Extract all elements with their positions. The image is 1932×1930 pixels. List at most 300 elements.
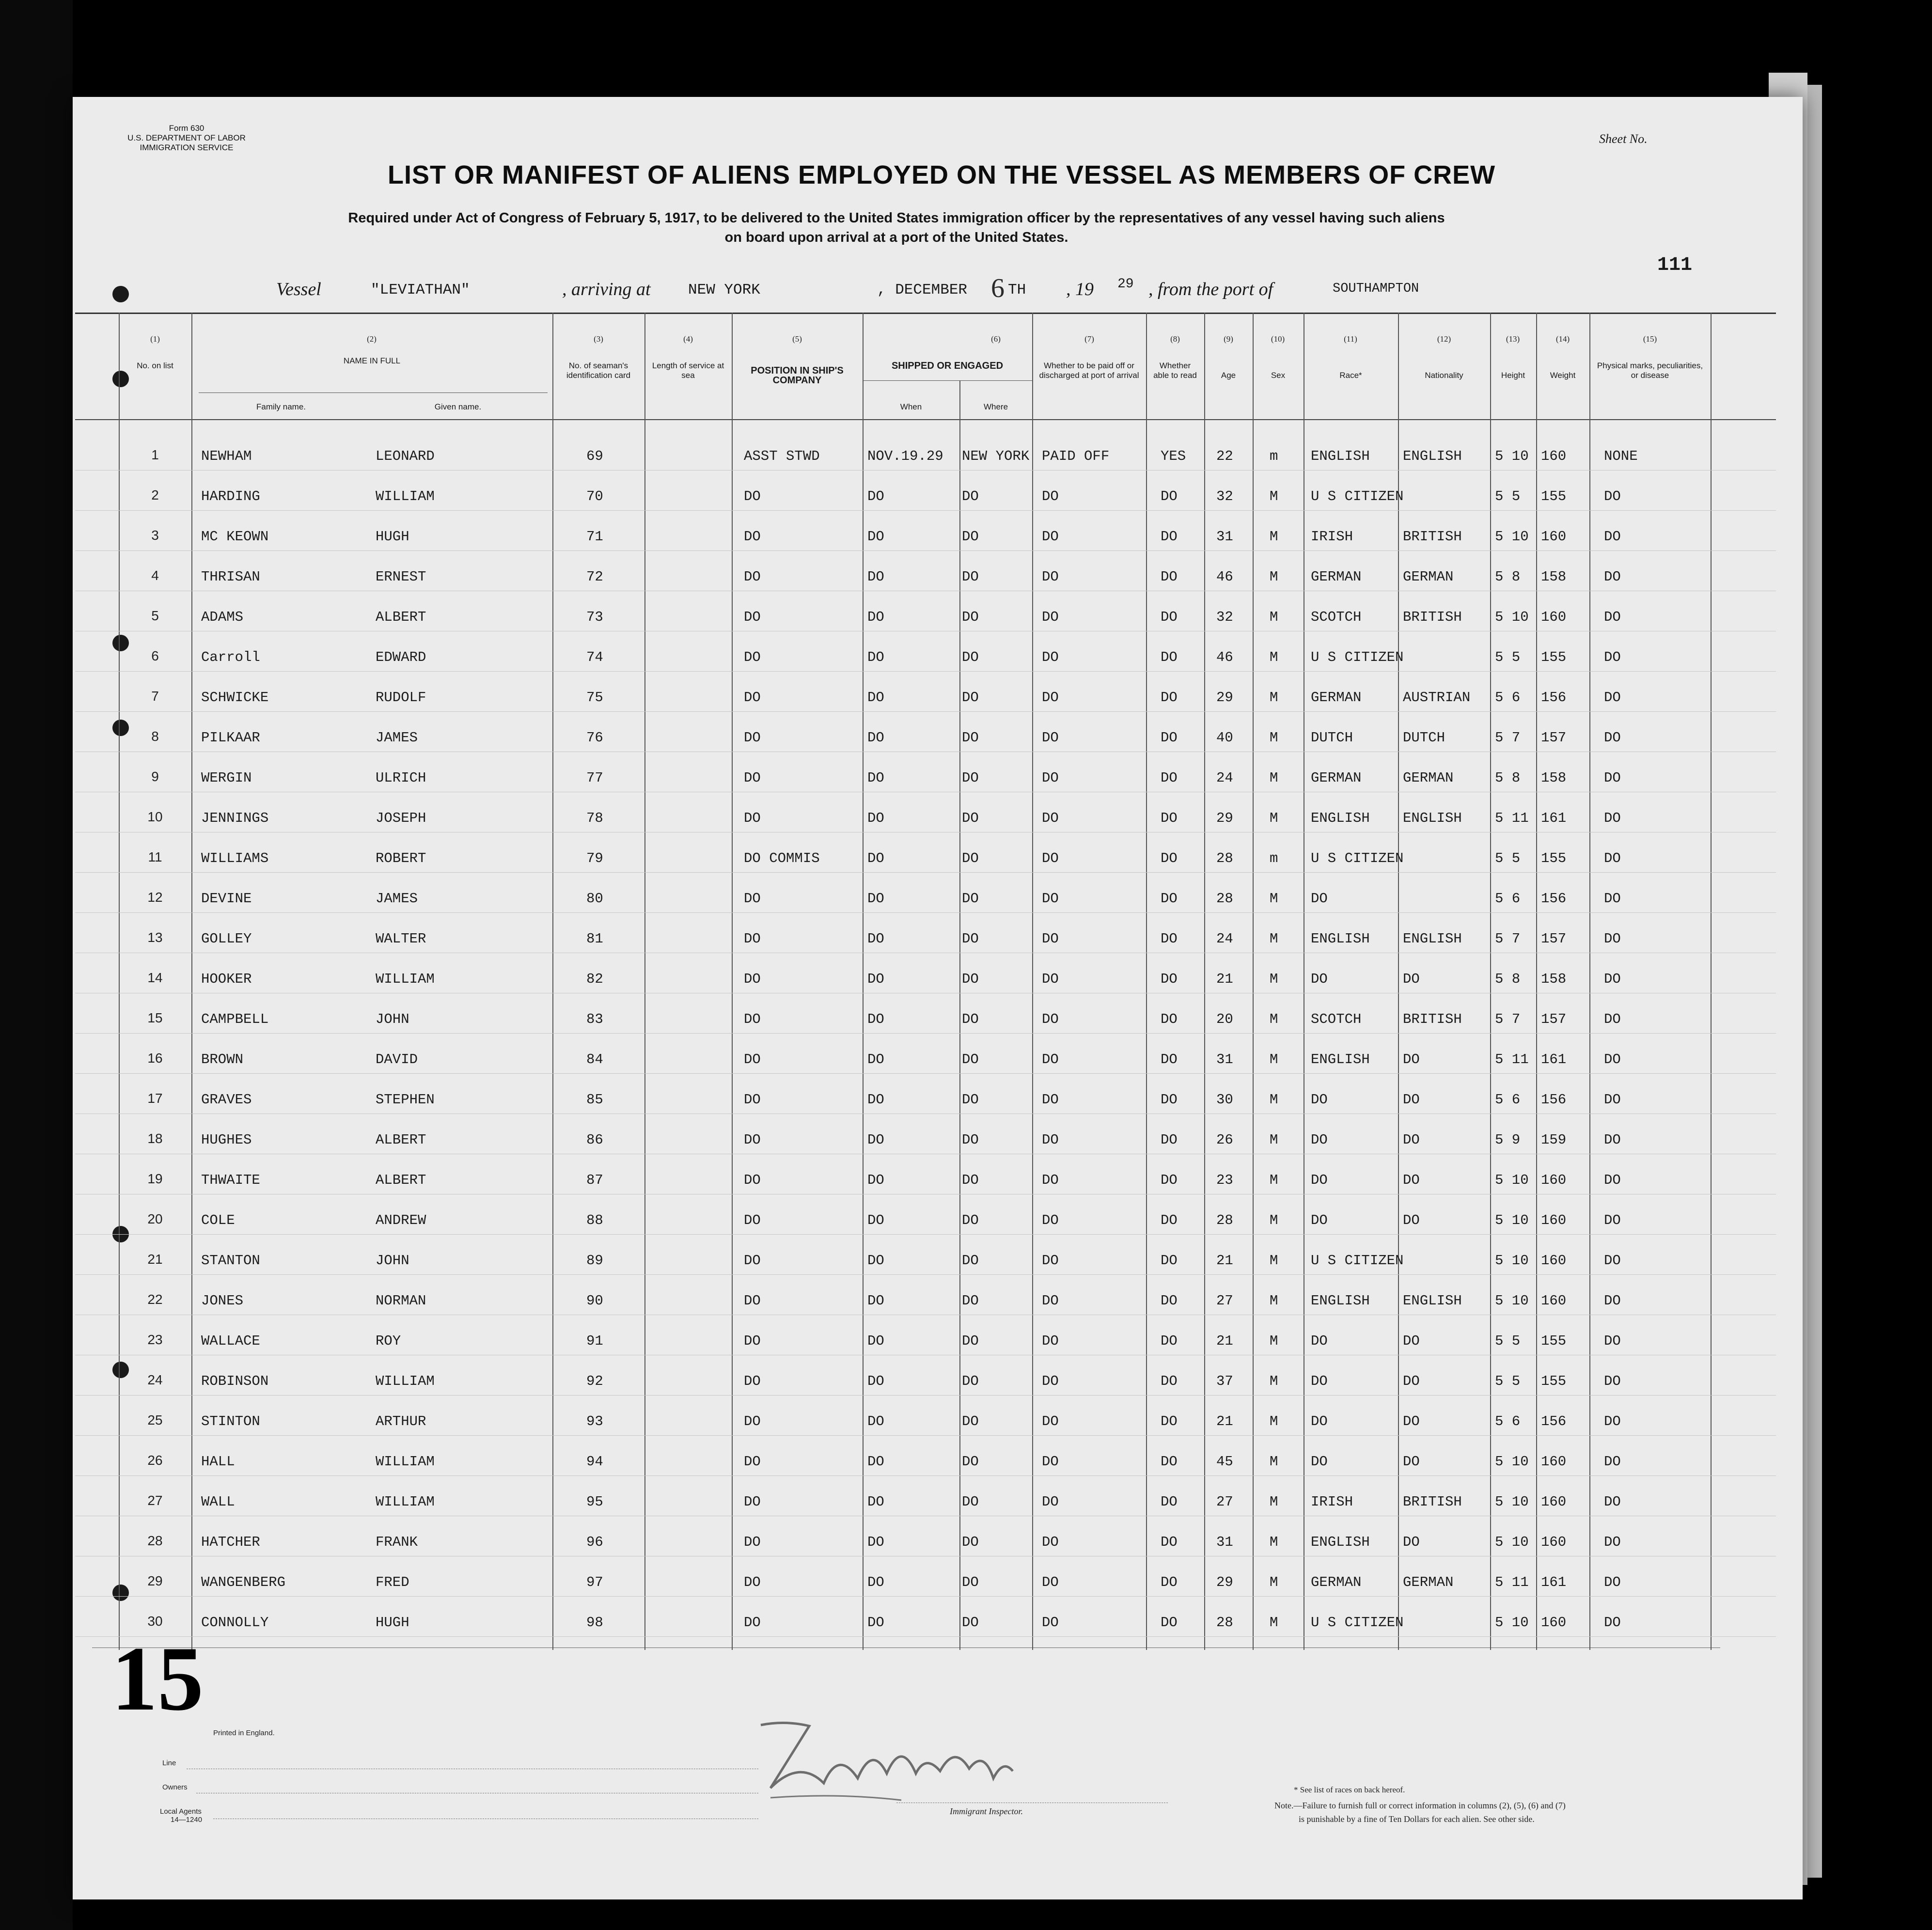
sex-cell: M [1270, 931, 1278, 947]
paid-off-cell: DO [1042, 1172, 1059, 1188]
position-cell: DO [744, 1373, 761, 1389]
when-cell: DO [867, 1534, 884, 1550]
age-cell: 21 [1216, 1413, 1233, 1429]
height-cell: 5 6 [1495, 1092, 1521, 1108]
able-to-read-cell: DO [1161, 730, 1178, 746]
age-cell: 20 [1216, 1011, 1233, 1027]
local-agents [160, 1807, 202, 1824]
nationality-cell: DO [1403, 1373, 1420, 1389]
age-cell: 27 [1216, 1293, 1233, 1309]
nationality-cell: DO [1403, 1534, 1420, 1550]
position-cell: DO [744, 1494, 761, 1510]
race-cell: DO [1311, 1333, 1328, 1349]
punch-hole-icon [112, 720, 129, 736]
able-to-read-cell: DO [1161, 1413, 1178, 1429]
position-cell: DO [744, 569, 761, 585]
position-cell: DO [744, 730, 761, 746]
able-to-read-cell: DO [1161, 1092, 1178, 1108]
where-cell: DO [962, 931, 979, 947]
sex-cell: M [1270, 770, 1278, 786]
when-cell: DO [867, 1615, 884, 1631]
physical-marks-cell: DO [1604, 1092, 1621, 1108]
nationality-cell: ENGLISH [1403, 448, 1462, 464]
race-cell: DUTCH [1311, 730, 1353, 746]
sex-cell: M [1270, 1172, 1278, 1188]
height-cell: 5 5 [1495, 1373, 1521, 1389]
race-cell: DO [1311, 1132, 1328, 1148]
race-note: * See list of races on back hereof. [1294, 1785, 1405, 1794]
given-name-cell: JOHN [376, 1011, 409, 1027]
weight-cell: 160 [1541, 609, 1567, 625]
from-port-label: , from the port of [1148, 279, 1273, 299]
arrival-month: , DECEMBER [877, 282, 968, 298]
position-cell: DO [744, 1253, 761, 1269]
id-card-cell: 74 [586, 649, 603, 665]
given-name-cell: ERNEST [376, 569, 426, 585]
header-weight: Weight [1550, 371, 1576, 380]
form-identifier [111, 124, 262, 153]
id-card-cell: 96 [586, 1534, 603, 1550]
paid-off-cell: DO [1042, 1534, 1059, 1550]
sex-cell: M [1270, 609, 1278, 625]
race-cell: U S CITIZEN [1311, 1253, 1404, 1269]
id-card-cell: 85 [586, 1092, 603, 1108]
physical-marks-cell: DO [1604, 1413, 1621, 1429]
physical-marks-cell: DO [1604, 850, 1621, 866]
able-to-read-cell: DO [1161, 649, 1178, 665]
when-cell: DO [867, 1494, 884, 1510]
header-bottom-rule [75, 419, 1776, 420]
row-number: 7 [151, 689, 159, 704]
given-name-cell: ALBERT [376, 1132, 426, 1148]
age-cell: 27 [1216, 1494, 1233, 1510]
physical-marks-cell: DO [1604, 891, 1621, 907]
height-cell: 5 7 [1495, 1011, 1521, 1027]
where-cell: DO [962, 1534, 979, 1550]
able-to-read-cell: DO [1161, 1333, 1178, 1349]
id-card-cell: 93 [586, 1413, 603, 1429]
height-cell: 5 6 [1495, 1413, 1521, 1429]
age-cell: 46 [1216, 649, 1233, 665]
where-cell: DO [962, 810, 979, 826]
family-name-cell: GRAVES [201, 1092, 252, 1108]
given-name-cell: FRANK [376, 1534, 418, 1550]
row-number: 25 [147, 1412, 163, 1428]
able-to-read-cell: DO [1161, 569, 1178, 585]
weight-cell: 160 [1541, 1615, 1567, 1631]
given-name-cell: FRED [376, 1574, 409, 1590]
column-number: (8) [1170, 334, 1180, 344]
race-cell: DO [1311, 1172, 1328, 1188]
page-number: 111 [1657, 254, 1693, 276]
physical-marks-cell: DO [1604, 1051, 1621, 1067]
sex-cell: M [1270, 1454, 1278, 1470]
row-number: 12 [147, 890, 163, 905]
punch-hole-icon [112, 635, 129, 651]
weight-cell: 160 [1541, 1172, 1567, 1188]
nationality-cell: DUTCH [1403, 730, 1445, 746]
paid-off-cell: DO [1042, 1132, 1059, 1148]
given-name-cell: ROY [376, 1333, 401, 1349]
id-card-cell: 90 [586, 1293, 603, 1309]
id-card-cell: 72 [586, 569, 603, 585]
physical-marks-cell: DO [1604, 609, 1621, 625]
paid-off-cell: DO [1042, 1333, 1059, 1349]
when-cell: DO [867, 891, 884, 907]
age-cell: 31 [1216, 1051, 1233, 1067]
sex-cell: M [1270, 971, 1278, 987]
sex-cell: M [1270, 1011, 1278, 1027]
position-cell: DO [744, 1534, 761, 1550]
row-number: 15 [147, 1010, 163, 1025]
row-number: 24 [147, 1372, 163, 1387]
id-card-cell: 69 [586, 448, 603, 464]
year-prefix: , 19 [1066, 279, 1094, 299]
family-name-cell: THRISAN [201, 569, 260, 585]
position-cell: DO [744, 690, 761, 706]
family-name-cell: HARDING [201, 488, 260, 504]
where-cell: DO [962, 770, 979, 786]
id-card-cell: 87 [586, 1172, 603, 1188]
paid-off-cell: DO [1042, 1373, 1059, 1389]
column-number: (5) [792, 334, 802, 344]
when-cell: DO [867, 971, 884, 987]
paid-off-cell: DO [1042, 1253, 1059, 1269]
weight-cell: 155 [1541, 850, 1567, 866]
punch-hole-icon [112, 371, 129, 387]
age-cell: 29 [1216, 810, 1233, 826]
family-name-cell: ROBINSON [201, 1373, 269, 1389]
family-name-cell: HALL [201, 1454, 235, 1470]
where-cell: DO [962, 730, 979, 746]
id-card-cell: 98 [586, 1615, 603, 1631]
age-cell: 45 [1216, 1454, 1233, 1470]
family-name-cell: HUGHES [201, 1132, 252, 1148]
paid-off-cell: DO [1042, 1413, 1059, 1429]
header-nationality: Nationality [1425, 371, 1463, 380]
row-number: 17 [147, 1091, 163, 1106]
nationality-cell: DO [1403, 1132, 1420, 1148]
id-card-cell: 75 [586, 690, 603, 706]
when-cell: DO [867, 1092, 884, 1108]
physical-marks-cell: DO [1604, 770, 1621, 786]
id-card-cell: 83 [586, 1011, 603, 1027]
penalty-note-line-1: Note.—Failure to furnish full or correct information in columns (2), (5), (6) and (7) [1274, 1801, 1566, 1810]
given-name-cell: WILLIAM [376, 1454, 435, 1470]
position-cell: DO [744, 1333, 761, 1349]
row-number: 30 [147, 1614, 163, 1629]
race-cell: ENGLISH [1311, 1293, 1370, 1309]
id-card-cell: 89 [586, 1253, 603, 1269]
paid-off-cell: DO [1042, 1615, 1059, 1631]
weight-cell: 161 [1541, 1051, 1567, 1067]
paid-off-cell: DO [1042, 488, 1059, 504]
punch-hole-icon [112, 1362, 129, 1378]
column-number: (3) [594, 334, 603, 344]
paid-off-cell: DO [1042, 529, 1059, 545]
able-to-read-cell: DO [1161, 971, 1178, 987]
height-cell: 5 5 [1495, 850, 1521, 866]
physical-marks-cell: DO [1604, 1011, 1621, 1027]
family-name-cell: CONNOLLY [201, 1615, 269, 1631]
given-name-cell: ALBERT [376, 609, 426, 625]
family-name-cell: NEWHAM [201, 448, 252, 464]
sex-cell: M [1270, 649, 1278, 665]
nationality-cell: ENGLISH [1403, 810, 1462, 826]
paid-off-cell: DO [1042, 649, 1059, 665]
given-name-cell: ALBERT [376, 1172, 426, 1188]
where-cell: DO [962, 1615, 979, 1631]
sex-cell: M [1270, 730, 1278, 746]
position-cell: DO [744, 1051, 761, 1067]
when-cell: NOV.19.29 [867, 448, 943, 464]
nationality-cell: DO [1403, 971, 1420, 987]
paid-off-cell: DO [1042, 1092, 1059, 1108]
physical-marks-cell: DO [1604, 1615, 1621, 1631]
height-cell: 5 10 [1495, 1494, 1529, 1510]
when-cell: DO [867, 1253, 884, 1269]
where-cell: DO [962, 1172, 979, 1188]
family-name-cell: WILLIAMS [201, 850, 269, 866]
height-cell: 5 8 [1495, 569, 1521, 585]
row-number: 19 [147, 1171, 163, 1186]
given-name-cell: LEONARD [376, 448, 435, 464]
given-name-cell: ROBERT [376, 850, 426, 866]
paid-off-cell: DO [1042, 1454, 1059, 1470]
physical-marks-cell: DO [1604, 1454, 1621, 1470]
id-card-cell: 80 [586, 891, 603, 907]
where-cell: DO [962, 1494, 979, 1510]
row-number: 26 [147, 1453, 163, 1468]
weight-cell: 160 [1541, 1253, 1567, 1269]
header-physical-marks: Physical marks, peculiarities, or disease [1597, 361, 1703, 380]
height-cell: 5 5 [1495, 1333, 1521, 1349]
local-agents-code: 14—1240 [171, 1816, 203, 1824]
given-name-cell: STEPHEN [376, 1092, 435, 1108]
nationality-cell: BRITISH [1403, 1494, 1462, 1510]
weight-cell: 159 [1541, 1132, 1567, 1148]
sex-cell: M [1270, 1494, 1278, 1510]
weight-cell: 156 [1541, 1092, 1567, 1108]
age-cell: 31 [1216, 529, 1233, 545]
when-cell: DO [867, 1011, 884, 1027]
row-number: 14 [147, 970, 163, 985]
where-cell: DO [962, 1092, 979, 1108]
immigrant-inspector-label: Immigrant Inspector. [950, 1806, 1023, 1816]
race-cell: GERMAN [1311, 690, 1362, 706]
when-cell: DO [867, 609, 884, 625]
column-number: (9) [1224, 334, 1233, 344]
weight-cell: 158 [1541, 770, 1567, 786]
sex-cell: M [1270, 1373, 1278, 1389]
able-to-read-cell: DO [1161, 1615, 1178, 1631]
race-cell: GERMAN [1311, 1574, 1362, 1590]
race-cell: DO [1311, 1373, 1328, 1389]
header-length-of-service: Length of service at sea [652, 361, 724, 380]
family-name-cell: CAMPBELL [201, 1011, 269, 1027]
punch-hole-icon [112, 286, 129, 302]
page-subtitle [267, 208, 1526, 247]
header-position: POSITION IN SHIP'S COMPANY [751, 365, 844, 386]
arriving-label: , arriving at [562, 279, 651, 299]
sex-cell: M [1270, 488, 1278, 504]
column-number: (13) [1506, 334, 1520, 344]
weight-cell: 157 [1541, 730, 1567, 746]
able-to-read-cell: DO [1161, 1011, 1178, 1027]
weight-cell: 160 [1541, 529, 1567, 545]
when-cell: DO [867, 1413, 884, 1429]
header-race: Race* [1339, 371, 1362, 380]
sex-cell: M [1270, 1534, 1278, 1550]
id-card-cell: 86 [586, 1132, 603, 1148]
able-to-read-cell: DO [1161, 891, 1178, 907]
header-sex: Sex [1271, 371, 1286, 380]
paid-off-cell: DO [1042, 1212, 1059, 1228]
able-to-read-cell: DO [1161, 850, 1178, 866]
punch-hole-icon [112, 1585, 129, 1601]
able-to-read-cell: DO [1161, 529, 1178, 545]
physical-marks-cell: DO [1604, 1172, 1621, 1188]
position-cell: DO [744, 1132, 761, 1148]
age-cell: 24 [1216, 931, 1233, 947]
family-name-cell: PILKAAR [201, 730, 260, 746]
able-to-read-cell: DO [1161, 1212, 1178, 1228]
nationality-cell: DO [1403, 1333, 1420, 1349]
position-cell: DO [744, 971, 761, 987]
race-cell: DO [1311, 971, 1328, 987]
able-to-read-cell: DO [1161, 931, 1178, 947]
position-cell: ASST STWD [744, 448, 820, 464]
family-name-cell: HOOKER [201, 971, 252, 987]
weight-cell: 160 [1541, 1293, 1567, 1309]
row-number: 13 [147, 930, 163, 945]
row-number: 27 [147, 1493, 163, 1508]
given-name-cell: WILLIAM [376, 1494, 435, 1510]
height-cell: 5 10 [1495, 529, 1529, 545]
family-name-cell: MC KEOWN [201, 529, 269, 545]
id-card-cell: 92 [586, 1373, 603, 1389]
where-cell: DO [962, 1212, 979, 1228]
height-cell: 5 10 [1495, 1212, 1529, 1228]
sex-cell: M [1270, 1092, 1278, 1108]
family-name-cell: WALL [201, 1494, 235, 1510]
row-number: 18 [147, 1131, 163, 1146]
row-number: 23 [147, 1332, 163, 1347]
given-name-cell: WILLIAM [376, 488, 435, 504]
nationality-cell: DO [1403, 1413, 1420, 1429]
nationality-cell: BRITISH [1403, 609, 1462, 625]
height-cell: 5 10 [1495, 1172, 1529, 1188]
nationality-cell: BRITISH [1403, 529, 1462, 545]
sex-cell: M [1270, 1333, 1278, 1349]
where-cell: DO [962, 1373, 979, 1389]
position-cell: DO [744, 770, 761, 786]
when-cell: DO [867, 1212, 884, 1228]
id-card-cell: 77 [586, 770, 603, 786]
id-card-cell: 94 [586, 1454, 603, 1470]
physical-marks-cell: DO [1604, 971, 1621, 987]
race-cell: ENGLISH [1311, 810, 1370, 826]
position-cell: DO [744, 891, 761, 907]
position-cell: DO [744, 649, 761, 665]
given-name-cell: HUGH [376, 1615, 409, 1631]
race-cell: DO [1311, 1092, 1328, 1108]
physical-marks-cell: DO [1604, 1333, 1621, 1349]
id-card-cell: 91 [586, 1333, 603, 1349]
age-cell: 32 [1216, 488, 1233, 504]
physical-marks-cell: DO [1604, 810, 1621, 826]
line-label: Line [162, 1759, 176, 1767]
inspector-signature [741, 1686, 1119, 1812]
where-cell: NEW YORK [962, 448, 1030, 464]
race-cell: DO [1311, 891, 1328, 907]
height-cell: 5 10 [1495, 1253, 1529, 1269]
age-cell: 40 [1216, 730, 1233, 746]
able-to-read-cell: DO [1161, 1534, 1178, 1550]
id-card-cell: 81 [586, 931, 603, 947]
able-to-read-cell: DO [1161, 488, 1178, 504]
age-cell: 21 [1216, 1253, 1233, 1269]
able-to-read-cell: DO [1161, 1172, 1178, 1188]
sex-cell: M [1270, 1574, 1278, 1590]
given-name-cell: JOHN [376, 1253, 409, 1269]
when-cell: DO [867, 1574, 884, 1590]
height-cell: 5 10 [1495, 448, 1529, 464]
family-name-cell: STINTON [201, 1413, 260, 1429]
race-cell: SCOTCH [1311, 609, 1362, 625]
age-cell: 24 [1216, 770, 1233, 786]
row-number: 4 [151, 568, 159, 583]
sex-cell: M [1270, 529, 1278, 545]
paid-off-cell: DO [1042, 1574, 1059, 1590]
able-to-read-cell: YES [1161, 448, 1186, 464]
race-cell: U S CITIZEN [1311, 1615, 1404, 1631]
column-number: (6) [991, 334, 1001, 344]
able-to-read-cell: DO [1161, 810, 1178, 826]
row-number: 1 [151, 447, 159, 462]
physical-marks-cell: DO [1604, 649, 1621, 665]
paid-off-cell: DO [1042, 810, 1059, 826]
weight-cell: 157 [1541, 1011, 1567, 1027]
paid-off-cell: DO [1042, 1293, 1059, 1309]
id-card-cell: 71 [586, 529, 603, 545]
physical-marks-cell: DO [1604, 1494, 1621, 1510]
paid-off-cell: DO [1042, 569, 1059, 585]
race-cell: GERMAN [1311, 569, 1362, 585]
where-cell: DO [962, 1454, 979, 1470]
race-cell: ENGLISH [1311, 1534, 1370, 1550]
nationality-cell: BRITISH [1403, 1011, 1462, 1027]
physical-marks-cell: DO [1604, 1373, 1621, 1389]
row-number: 9 [151, 769, 159, 784]
row-number: 11 [148, 849, 162, 864]
height-cell: 5 6 [1495, 891, 1521, 907]
id-card-cell: 70 [586, 488, 603, 504]
owners-label: Owners [162, 1783, 188, 1791]
physical-marks-cell: DO [1604, 690, 1621, 706]
id-card-cell: 73 [586, 609, 603, 625]
column-number: (4) [683, 334, 693, 344]
given-name-cell: EDWARD [376, 649, 426, 665]
weight-cell: 161 [1541, 810, 1567, 826]
paid-off-cell: DO [1042, 1011, 1059, 1027]
when-cell: DO [867, 1293, 884, 1309]
id-card-cell: 78 [586, 810, 603, 826]
page-title: LIST OR MANIFEST OF ALIENS EMPLOYED ON THE VESSEL AS MEMBERS OF CREW [388, 160, 1496, 189]
row-number: 8 [151, 729, 159, 744]
given-name-cell: JAMES [376, 891, 418, 907]
where-cell: DO [962, 850, 979, 866]
